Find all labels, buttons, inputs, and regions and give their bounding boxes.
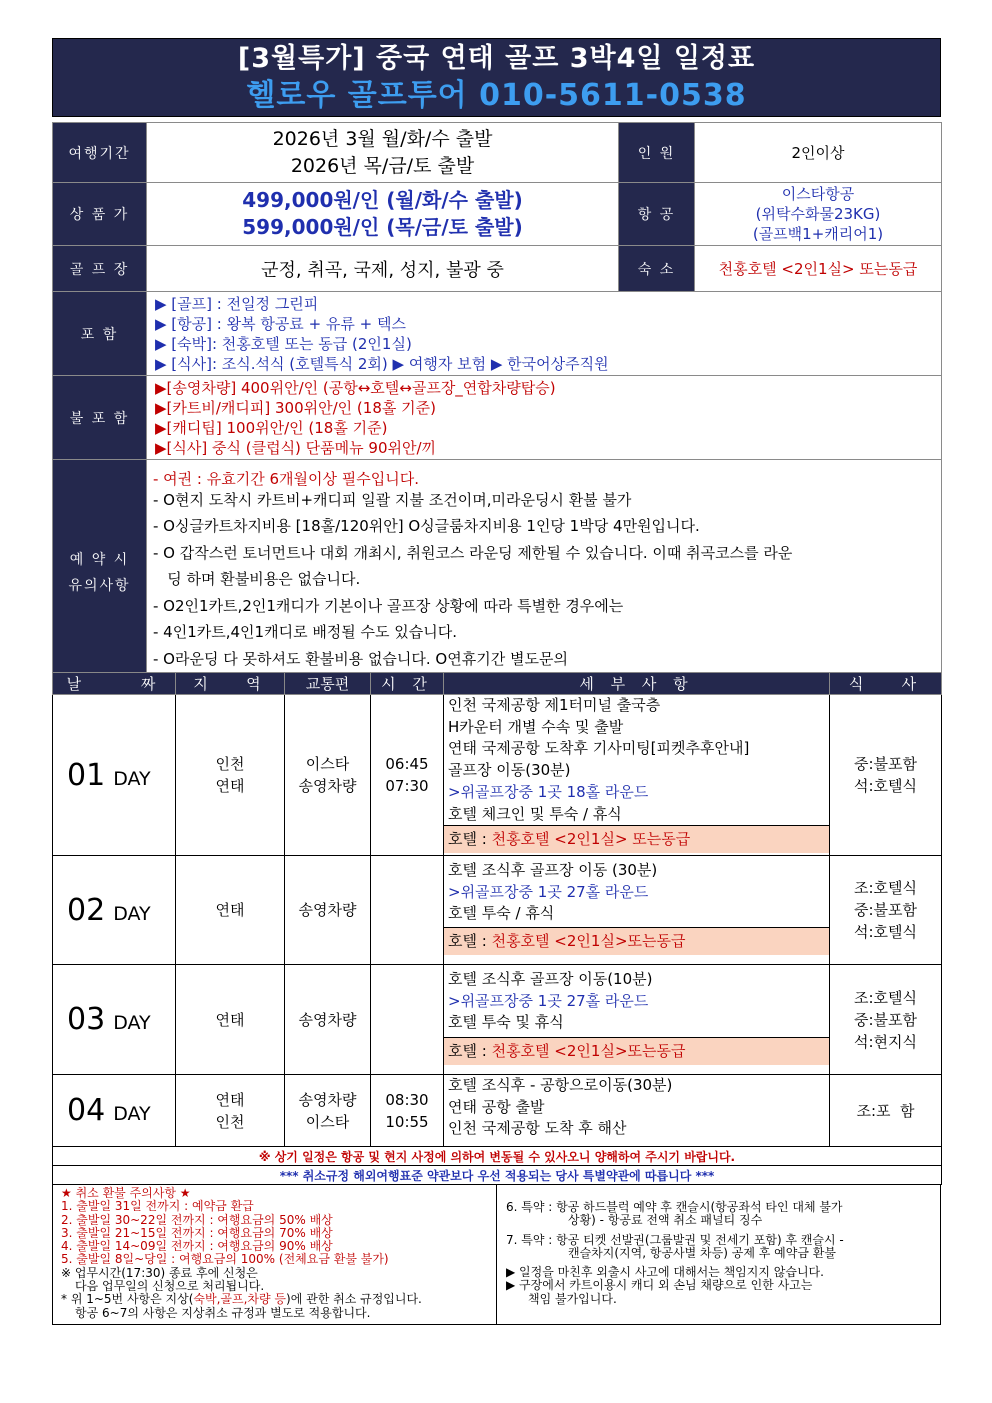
day-label: 04 DAY — [53, 1075, 176, 1147]
list-item: ▶[식사] 중식 (클럽식) 단품메뉴 90위안/끼 — [155, 438, 437, 457]
day-details: 호텔 조식후 골프장 이동(10분) >위골프장중 1곳 27홀 라운드 호텔 투숙 및 휴식 호텔 : 천홍호텔 <2인1실>또는동급 — [444, 965, 830, 1075]
page-title: [3월특가] 중국 연태 골프 3박4일 일정표 — [237, 43, 756, 74]
region: 연태 — [176, 965, 285, 1075]
header-date: 날 짜 — [53, 673, 176, 695]
header-details: 세 부 사 항 — [444, 673, 830, 695]
list-item: ▶[카트비/캐디피] 300위안/인 (18홀 기준) — [155, 398, 436, 417]
list-item: 6. 특약 : 항공 하드블럭 예약 후 캔슬시(항공좌석 타인 대체 불가 — [506, 1200, 843, 1214]
list-item: ▶[송영차량] 400위안/인 (공항↔호텔↔골프장_연합차량탑승) — [155, 378, 556, 397]
day-details: 호텔 조식후 - 공항으로이동(30분) 연태 공항 출발 인천 국제공항 도착 후 해산 — [444, 1075, 830, 1147]
day-label: 03 DAY — [53, 965, 176, 1075]
price-value: 499,000원/인 (월/화/수 출발) 599,000원/인 (목/금/토 출발) — [147, 183, 619, 246]
day-details: 인천 국제공항 제1터미널 출국층 H카운터 개별 수속 및 출발 연태 국제공항 도착후 기사미팅[피켓추후안내] 골프장 이동(30분) >위골프장중 1곳 18홀 라운드 호텔 체크인 및 투숙 / 휴식 호텔 : 천홍호텔 <2인1실> 또는동급 — [444, 695, 830, 856]
people-label: 인 원 — [619, 123, 695, 183]
list-item: ▶ [항공] : 왕복 항공료 + 유류 + 텍스 — [155, 314, 406, 333]
list-item: - O라운딩 다 못하셔도 환불비용 없습니다. O연휴기간 별도문의 — [153, 649, 568, 668]
hotel-info: 호텔 : 천홍호텔 <2인1실>또는동급 — [444, 1037, 829, 1065]
schedule-change-note: ※ 상기 일정은 항공 및 현지 사정에 의하여 변동될 수 있사오니 양해하여 주시기 바랍니다. — [53, 1147, 942, 1166]
notice-label: 예 약 시 유의사항 — [53, 460, 147, 686]
list-item: 5. 출발일 8일~당일 : 여행요금의 100% (전체요금 환불 불가) — [61, 1252, 389, 1267]
transport: 송영차량 — [285, 856, 371, 965]
header-time: 시 간 — [371, 673, 444, 695]
list-item: ▶ [골프] : 전일정 그린피 — [155, 294, 319, 313]
time — [371, 856, 444, 965]
hotel-info: 호텔 : 천홍호텔 <2인1실> 또는동급 — [444, 825, 829, 853]
rule-note: * 위 1~5번 사항은 지상(숙박,골프,차량 등)에 관한 취소 규정입니다. — [61, 1292, 422, 1307]
include-label: 포 함 — [53, 292, 147, 376]
exclude-list — [147, 376, 942, 460]
list-item: 2. 출발일 30~22일 전까지 : 여행요금의 50% 배상 — [61, 1212, 333, 1227]
day-label: 01 DAY — [53, 695, 176, 856]
header-transport: 교통편 — [285, 673, 371, 695]
list-item: - O 갑작스런 토너먼트나 대회 개최시, 취원코스 라운딩 제한될 수 있습니다. 이때 취곡코스를 라운 — [153, 543, 793, 562]
notice-list — [147, 460, 942, 686]
list-item: - O2인1카트,2인1캐디가 기본이나 골프장 상황에 따라 특별한 경우에는 — [153, 596, 624, 615]
region: 인천 연태 — [176, 695, 285, 856]
day-row — [53, 965, 942, 1075]
list-item: 1. 출발일 31일 전까지 : 예약금 환급 — [61, 1199, 254, 1214]
list-item: ▶ [식사]: 조식.석식 (호텔특식 2회) ▶ 여행자 보험 ▶ 한국어상주직원 — [155, 354, 609, 373]
list-item: 3. 출발일 21~15일 전까지 : 여행요금의 70% 배상 — [61, 1225, 333, 1240]
time: 08:30 10:55 — [371, 1075, 444, 1147]
meals: 조:포 함 — [830, 1075, 942, 1147]
region: 연태 — [176, 856, 285, 965]
region: 연태 인천 — [176, 1075, 285, 1147]
list-item: - 여권 : 유효기간 6개월이상 필수입니다. — [153, 469, 419, 488]
airline-label: 항 공 — [619, 183, 695, 246]
day-label: 02 DAY — [53, 856, 176, 965]
period-value: 2026년 3월 월/화/수 출발 2026년 목/금/토 출발 — [147, 123, 619, 183]
list-item: ▶ 일정을 마친후 외출시 사고에 대해서는 책임지지 않습니다. — [506, 1265, 824, 1280]
golf-courses: 군정, 취곡, 국제, 성지, 불광 중 — [147, 246, 619, 292]
include-list — [147, 292, 942, 376]
special-terms: 6. 특약 : 항공 하드블럭 예약 후 캔슬시(항공좌석 타인 대체 불가 상황) - 항공료 전액 취소 패널티 징수 7. 특약 : 항공 티켓 선발권(그룹발권 및 전세기 포함) 후 캔슬시 - 캔슬차지(지역, 항공사별 차등) 공제 후 예약금 환불 ▶ 일정을 마친후 외출시 사고에 대해서는 책임지지 않습니다. ▶ 구장에서 카트이용시 캐디 외 손님 채량으로 인한 사고는 책임 불가입니다. — [498, 1185, 940, 1324]
meals: 조:호텔식 중:불포함 석:호텔식 — [830, 856, 942, 965]
list-item: - O현지 도착시 카트비+캐디피 일괄 지불 조건이며,미라운딩시 환불 불가 — [153, 490, 632, 509]
day-row — [53, 695, 942, 856]
hotel-value: 천홍호텔 <2인1실> 또는동급 — [695, 246, 942, 292]
list-item: 7. 특약 : 항공 티켓 선발권(그룹발권 및 전세기 포함) 후 캔슬시 - — [506, 1232, 844, 1247]
airline-value: 이스타항공 (위탁수화물23KG) (골프백1+캐리어1) — [695, 183, 942, 246]
list-item: - 4인1카트,4인1캐디로 배정될 수도 있습니다. — [153, 623, 458, 642]
refund-policy: ★ 취소 환불 주의사항 ★ 1. 출발일 31일 전까지 : 예약금 환급 2. 출발일 30~22일 전까지 : 여행요금의 50% 배상 3. 출발일 21~15일 전까지 : 여행요금의 70% 배상 4. 출발일 14~09일 전까지 : 여행요금의 90% 배상 5. 출발일 8일~당일 : 여행요금의 100% (전체요금 환불 불가) ※ 업무시간(17:30) 종료 후에 신청은 다음 업무일의 신청으로 처리됩니다. * 위 1~5번 사항은 지상(숙박,골프,차량 등)에 관한 취소 규정입니다. 항공 6~7의 사항은 지상취소 규정과 별도로 적용합니다. — [53, 1185, 497, 1324]
transport: 이스타 송영차량 — [285, 695, 371, 856]
hotel-label: 숙 소 — [619, 246, 695, 292]
day-row — [53, 1075, 942, 1147]
header-meals: 식 사 — [830, 673, 942, 695]
list-item: - O싱글카트차지비용 [18홀/120위안] O싱글룸차지비용 1인당 1박당 4만원입니다. — [153, 517, 700, 536]
time — [371, 965, 444, 1075]
day-details: 호텔 조식후 골프장 이동 (30분) >위골프장중 1곳 27홀 라운드 호텔 투숙 / 휴식 호텔 : 천홍호텔 <2인1실>또는동급 — [444, 856, 830, 965]
header-region: 지 역 — [176, 673, 285, 695]
period-label: 여행기간 — [53, 123, 147, 183]
day-row — [53, 856, 942, 965]
business-hours-note: ※ 업무시간(17:30) 종료 후에 신청은 — [61, 1265, 258, 1280]
meals: 조:호텔식 중:불포함 석:현지식 — [830, 965, 942, 1075]
transport: 송영차량 이스타 — [285, 1075, 371, 1147]
transport: 송영차량 — [285, 965, 371, 1075]
special-terms-note: *** 취소규정 해외여행표준 약관보다 우선 적용되는 당사 특별약관에 따릅니다 *** — [53, 1166, 942, 1185]
refund-title: ★ 취소 환불 주의사항 ★ — [61, 1186, 191, 1200]
golf-label: 골 프 장 — [53, 246, 147, 292]
list-item: ▶[캐디팁] 100위안/인 (18홀 기준) — [155, 418, 388, 437]
list-item: 4. 출발일 14~09일 전까지 : 여행요금의 90% 배상 — [61, 1239, 333, 1254]
list-item: 딩 하며 환불비용은 없습니다. — [153, 570, 361, 589]
agency-contact: 헬로우 골프투어 010-5611-0538 — [246, 78, 747, 113]
list-item: ▶ 구장에서 카트이용시 캐디 외 손님 채량으로 인한 사고는 — [506, 1278, 813, 1293]
hotel-info: 호텔 : 천홍호텔 <2인1실>또는동급 — [444, 927, 829, 955]
title-banner — [52, 38, 941, 117]
itinerary-header — [53, 673, 942, 695]
exclude-label: 불 포 함 — [53, 376, 147, 460]
price-label: 상 품 가 — [53, 183, 147, 246]
people-value: 2인이상 — [695, 123, 942, 183]
list-item: ▶ [숙박]: 천홍호텔 또는 동급 (2인1실) — [155, 334, 412, 353]
cancellation-box — [52, 1184, 941, 1325]
itinerary-table — [52, 672, 942, 1185]
time: 06:45 07:30 — [371, 695, 444, 856]
meals: 중:불포함 석:호텔식 — [830, 695, 942, 856]
info-table — [52, 122, 942, 686]
